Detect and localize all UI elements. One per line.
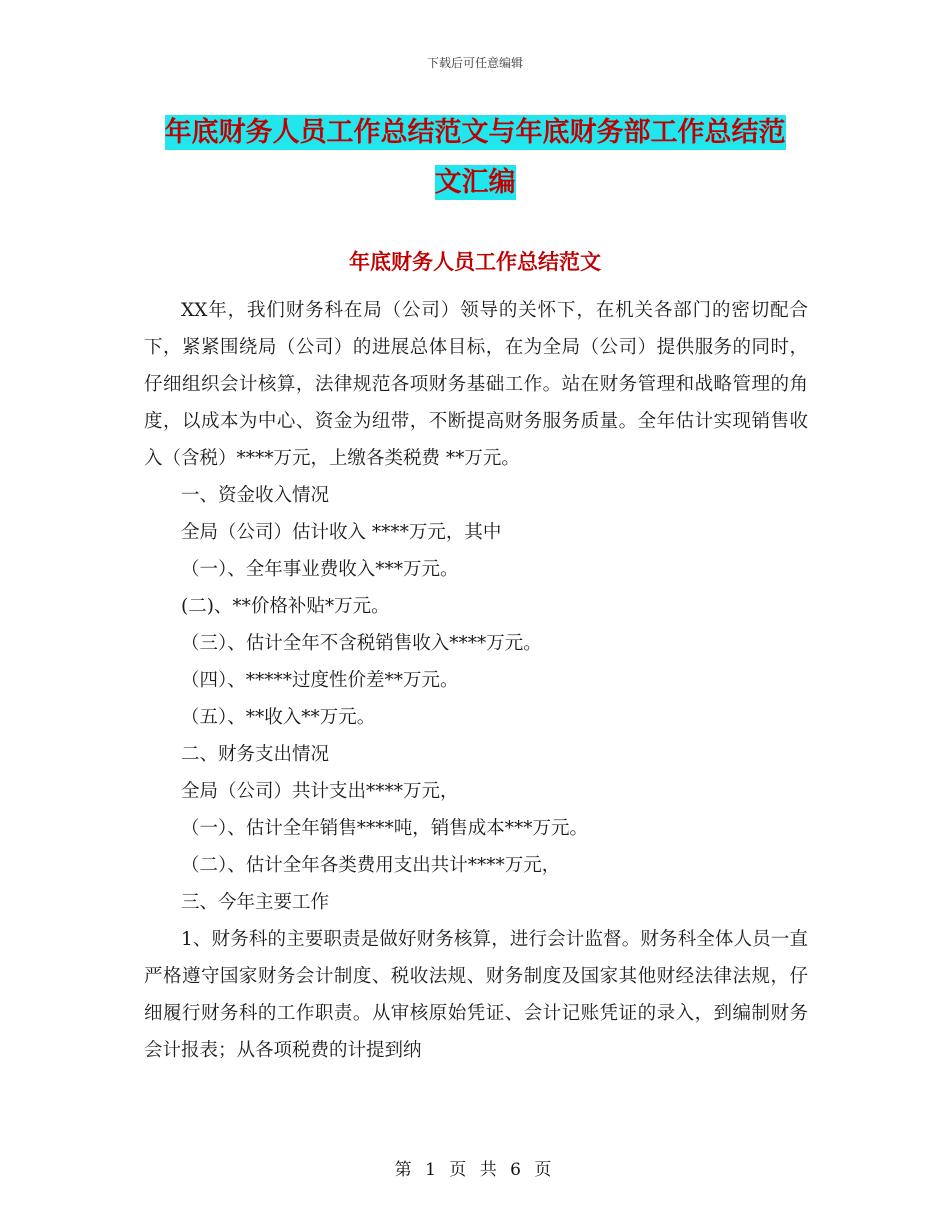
- section-1-item: （四）、*****过度性价差**万元。: [181, 670, 459, 691]
- section-3-heading: 三、今年主要工作: [181, 892, 330, 913]
- section-1-heading: 一、资金收入情况: [181, 485, 330, 506]
- document-title-line2: 文汇编: [434, 167, 516, 198]
- section-1-total: 全局（公司）估计收入 ****万元，其中: [181, 522, 502, 543]
- section-2-total: 全局（公司）共计支出****万元，: [181, 781, 459, 802]
- page-number: 第 1 页 共 6 页: [394, 1160, 556, 1180]
- section-3-paragraph: 1、财务科的主要职责是做好财务核算，进行会计监督。财务科全体人员一直严格遵守国家财务会计制度、税收法规、财务制度及国家其他财经法律法规，仔细履行财务科的工作职责。从审核原始凭证、会计记账凭证的录入，到编制财务会计报表；从各项税费的计提到纳: [144, 929, 808, 1061]
- section-1-item: （一）、全年事业费收入***万元。: [181, 559, 459, 580]
- document-title-line1: 年底财务人员工作总结范文与年底财务部工作总结范: [164, 117, 786, 148]
- intro-paragraph: XX年，我们财务科在局（公司）领导的关怀下，在机关各部门的密切配合下，紧紧围绕局（公司）的进展总体目标，在为全局（公司）提供服务的同时，仔细组织会计核算，法律规范各项财务基础工作。站在财务管理和战略管理的角度，以成本为中心、资金为纽带，不断提高财务服务质量。全年估计实现销售收入（含税）****万元，上缴各类税费 **万元。: [144, 300, 808, 469]
- section-1-item: （三）、估计全年不含税销售收入****万元。: [181, 633, 542, 654]
- document-title: [140, 108, 810, 208]
- section-2-item: （一）、估计全年销售****吨，销售成本***万元。: [181, 818, 589, 839]
- section-2-item: （二）、估计全年各类费用支出共计****万元，: [181, 855, 561, 876]
- section-2-heading: 二、财务支出情况: [181, 744, 330, 765]
- section-1-item: (二)、**价格补贴*万元。: [181, 596, 390, 617]
- header-note: 下载后可任意编辑: [426, 56, 523, 70]
- section-1-item: （五）、**收入**万元。: [181, 707, 376, 728]
- section-title: 年底财务人员工作总结范文: [349, 249, 601, 274]
- document-body: [144, 292, 808, 1069]
